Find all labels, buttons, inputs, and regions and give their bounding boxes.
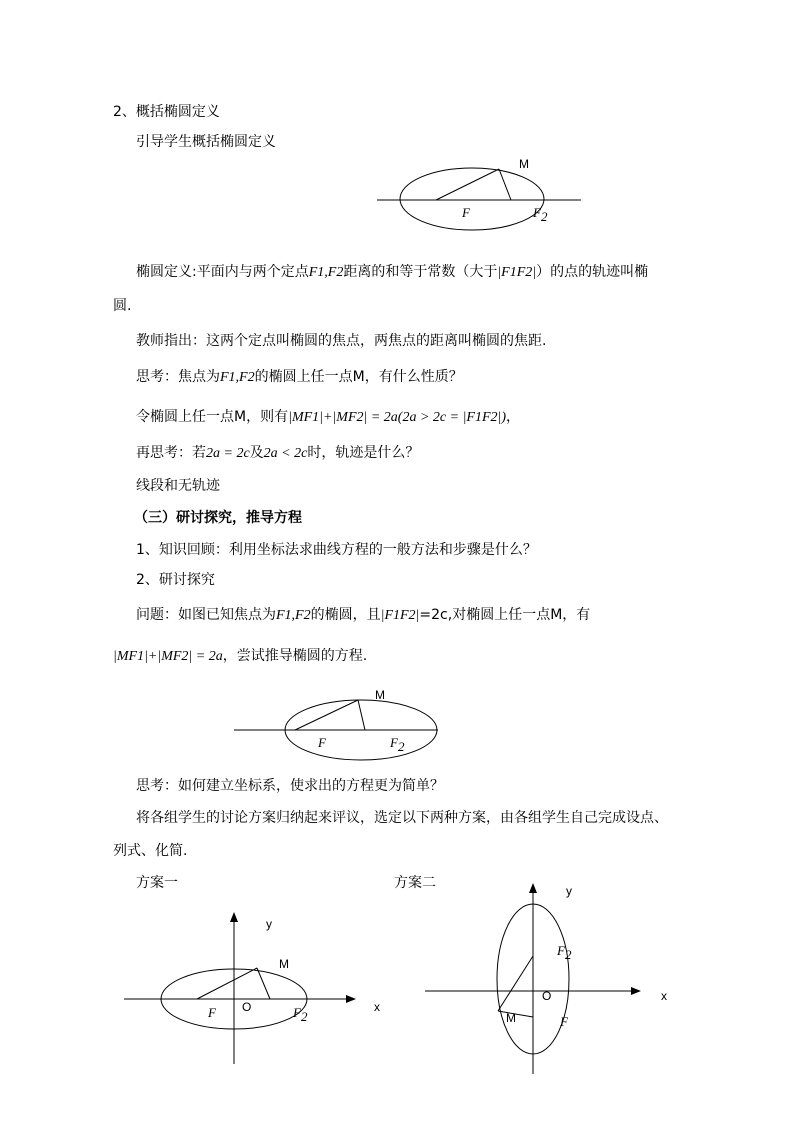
y-axis-label: y <box>266 917 272 931</box>
think-3: 思考：如何建立坐标系，使求出的方程更为简单？ <box>136 778 444 794</box>
think-2-prefix: 再思考：若 <box>136 445 206 461</box>
guide-text: 引导学生概括椭圆定义 <box>136 134 276 150</box>
focus-f2-sub: 2 <box>565 947 572 962</box>
plan-intro-line-2: 列式、化简. <box>113 843 188 859</box>
definition-prefix: 椭圆定义:平面内与两个定点 <box>136 264 309 280</box>
point-m-label: M <box>519 157 529 171</box>
problem-line-2 <box>113 647 367 666</box>
think-1-f1f2: F1,F2 <box>220 370 255 385</box>
section-3-title: （三）研讨探究，推导方程 <box>134 510 302 526</box>
focus-f1-label: F <box>318 735 326 750</box>
definition-f1f2: F1,F2 <box>308 265 344 280</box>
plan-2-coordinate-figure <box>420 878 690 1078</box>
point-m-label: M <box>375 688 385 702</box>
problem-line2-suffix: ，尝试推导椭圆的方程. <box>222 648 368 664</box>
focus-f2-label: F <box>533 205 541 220</box>
explore-title: 2、研讨探究 <box>136 572 215 588</box>
point-m-label: M <box>279 957 289 971</box>
definition-line2: 圆. <box>113 298 132 314</box>
point-m-label: M <box>506 1011 516 1025</box>
ellipse-figure-2 <box>228 680 448 760</box>
think-1-prefix: 思考：焦点为 <box>136 369 220 385</box>
section-2-title: 2、概括椭圆定义 <box>113 104 220 120</box>
definition-mid: 距离的和等于常数（大于 <box>343 264 498 280</box>
think-1 <box>136 368 463 387</box>
origin-label: O <box>542 989 552 1003</box>
focus-f2-label: F <box>390 735 398 750</box>
x-axis-label: x <box>374 1000 380 1014</box>
focus-f2-sub: 2 <box>301 1009 308 1024</box>
focus-f1-label: F <box>208 1005 216 1020</box>
think-2-case1: 2a = 2c <box>206 446 250 461</box>
problem-f1f2: F1,F2 <box>276 608 311 623</box>
let-line <box>136 408 520 427</box>
think-1-suffix: 的椭圆上任一点M，有什么性质？ <box>254 369 463 385</box>
definition-suffix: ）的点的轨迹叫椭 <box>536 264 649 280</box>
focus-f1-label: F <box>560 1014 568 1029</box>
knowledge-review: 1、知识回顾：利用坐标法求曲线方程的一般方法和步骤是什么？ <box>136 542 537 558</box>
problem-prefix: 问题：如图已知焦点为 <box>136 607 276 623</box>
focus-f2-sub: 2 <box>398 739 405 754</box>
ellipse-definition <box>136 263 648 282</box>
focus-f1-label: F <box>462 205 470 220</box>
problem-formula: |MF1|+|MF2| = 2a <box>113 649 223 664</box>
think-2-case2: 2a < 2c <box>263 446 308 461</box>
think-2-mid: 及 <box>249 445 264 461</box>
problem-abs: |F1F2| <box>380 608 420 623</box>
teacher-note: 教师指出：这两个定点叫椭圆的焦点，两焦点的距离叫椭圆的焦距. <box>136 333 547 349</box>
let-line-prefix: 令椭圆上任一点M，则有 <box>136 409 289 425</box>
focus-f2-label: F <box>557 943 565 958</box>
ellipse-figure-1 <box>370 150 590 230</box>
origin-label: O <box>242 1000 252 1014</box>
problem-line-1 <box>136 606 590 625</box>
y-axis-label: y <box>566 884 572 898</box>
x-axis-label: x <box>661 989 667 1003</box>
plan-2-label: 方案二 <box>394 875 436 891</box>
think-2 <box>136 444 419 463</box>
plan-1-label: 方案一 <box>136 875 178 891</box>
let-line-formula: |MF1|+|MF2| = 2a(2a > 2c = |F1F2|) <box>288 410 507 425</box>
let-line-suffix: ， <box>506 409 521 425</box>
plan-1-coordinate-figure <box>120 910 400 1070</box>
definition-abs-f1f2: |F1F2| <box>497 265 537 280</box>
focus-f2-sub: 2 <box>541 209 548 224</box>
focus-f2-label: F <box>293 1005 301 1020</box>
plan-intro-line-1: 将各组学生的讨论方案归纳起来评议，选定以下两种方案，由各组学生自己完成设点、 <box>136 810 668 826</box>
problem-mid: 的椭圆，且 <box>310 607 381 623</box>
answer-text: 线段和无轨迹 <box>136 478 220 494</box>
problem-suffix: =2c,对椭圆上任一点M，有 <box>419 607 591 623</box>
think-2-suffix: 时，轨迹是什么？ <box>307 445 420 461</box>
